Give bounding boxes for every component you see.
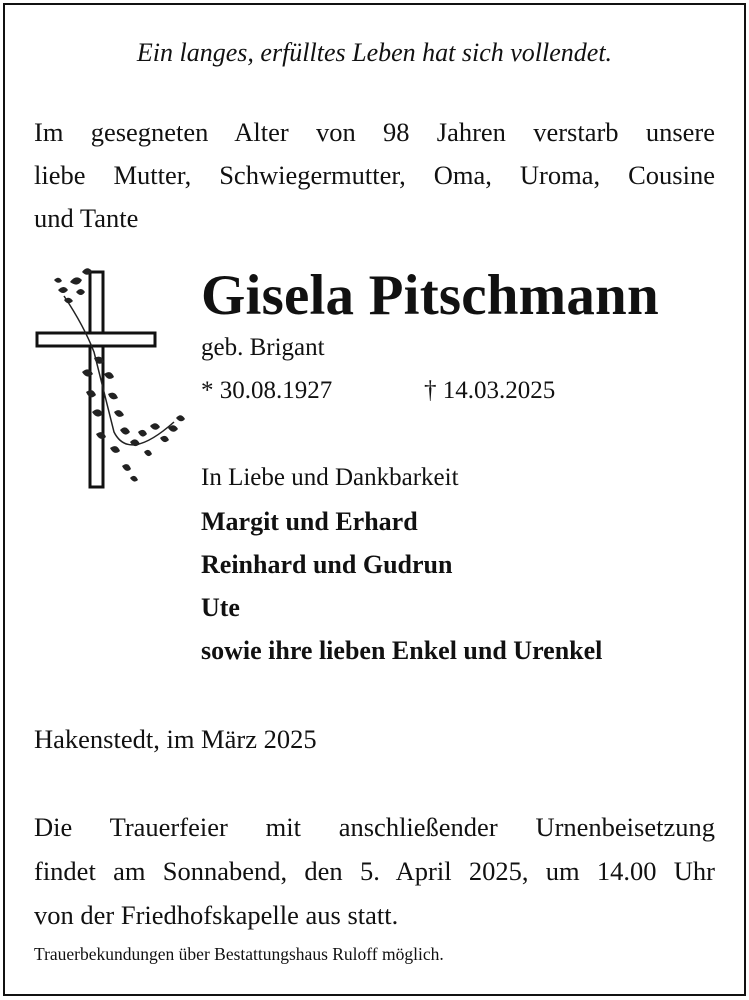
birth-date: * 30.08.1927 bbox=[201, 377, 333, 404]
place-date: Hakenstedt, im März 2025 bbox=[34, 724, 317, 754]
intro-line: Im gesegneten Alter von 98 Jahren verstarb unsere bbox=[34, 117, 715, 147]
mourners-intro: In Liebe und Dankbarkeit bbox=[201, 464, 459, 491]
funeral-line: Die Trauerfeier mit anschließender Urnenbeisetzung bbox=[34, 812, 715, 842]
intro-line: und Tante bbox=[34, 203, 139, 233]
intro-line: liebe Mutter, Schwiegermutter, Oma, Uroma, Cousine bbox=[34, 160, 715, 190]
mourner-name: Ute bbox=[201, 593, 240, 622]
funeral-line: findet am Sonnabend, den 5. April 2025, um 14.00 Uhr bbox=[34, 856, 715, 886]
death-date: † 14.03.2025 bbox=[424, 377, 556, 404]
birth-name: geb. Brigant bbox=[201, 334, 325, 361]
mourner-name: sowie ihre lieben Enkel und Urenkel bbox=[201, 636, 603, 665]
footer-note: Trauerbekundungen über Bestattungshaus Ruloff möglich. bbox=[34, 944, 444, 964]
funeral-line: von der Friedhofskapelle aus statt. bbox=[34, 900, 399, 930]
mourner-name: Reinhard und Gudrun bbox=[201, 550, 453, 579]
mourner-name: Margit und Erhard bbox=[201, 507, 418, 536]
motto-heading: Ein langes, erfülltes Leben hat sich vollendet. bbox=[136, 38, 613, 67]
deceased-name: Gisela Pitschmann bbox=[201, 264, 659, 327]
intro-paragraph bbox=[34, 111, 715, 240]
funeral-paragraph bbox=[34, 805, 715, 937]
cross-with-ivy-icon bbox=[34, 262, 189, 494]
